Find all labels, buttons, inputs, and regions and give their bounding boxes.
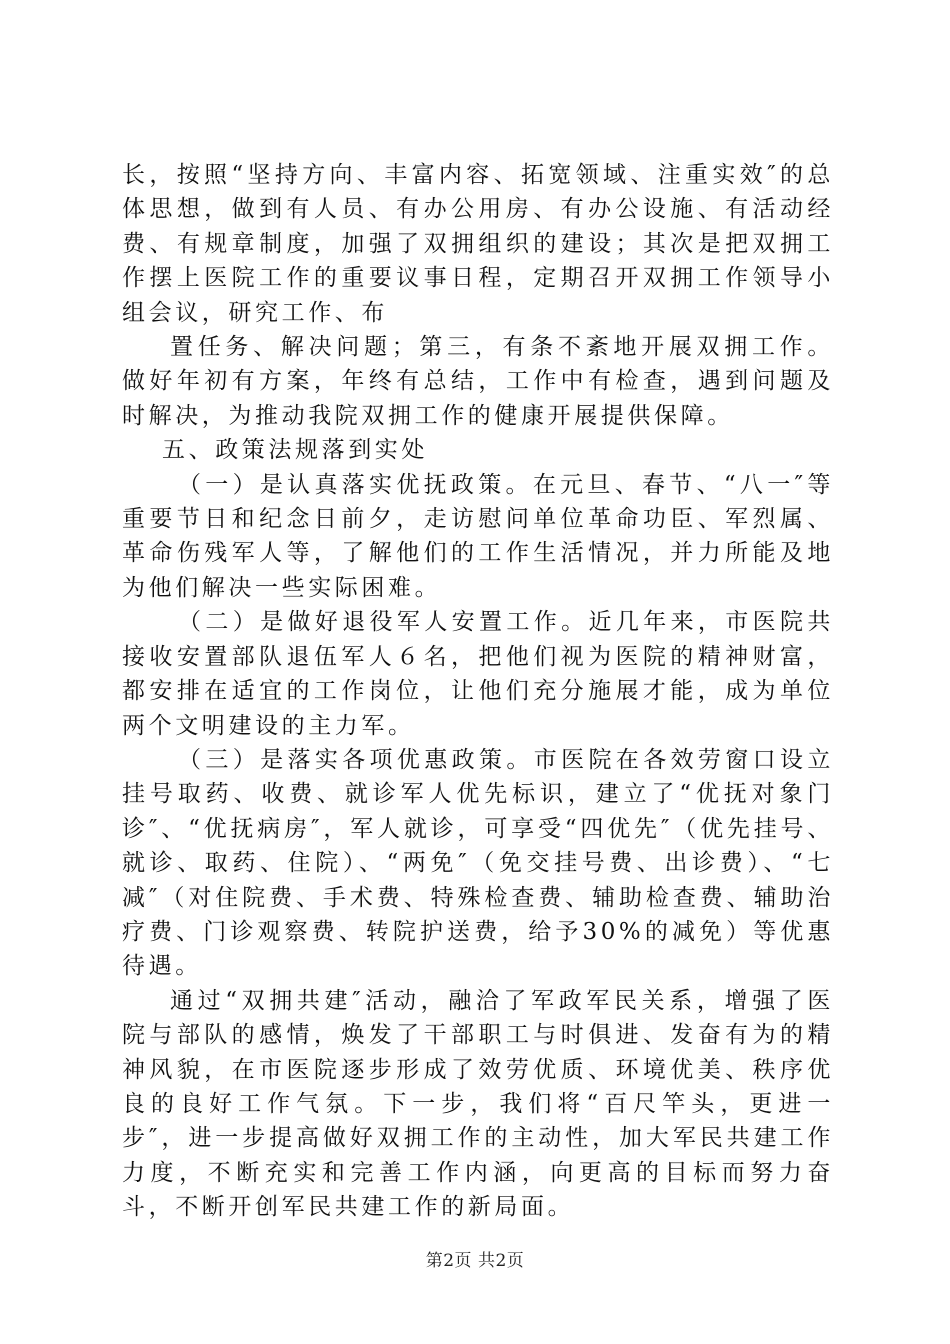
- paragraph-item-2: （二）是做好退役军人安置工作。近几年来，市医院共接收安置部队退伍军人６名，把他们视为医院的精神财富，都安排在适宜的工作岗位，让他们充分施展才能，成为单位两个文明建设的主力军。: [122, 609, 834, 739]
- paragraph-continuation: 长，按照“坚持方向、丰富内容、拓宽领域、注重实效″的总体思想，做到有人员、有办公用房、有办公设施、有活动经费、有规章制度，加强了双拥组织的建设；其次是把双拥工作摆上医院工作的重要议事日程，定期召开双拥工作领导小组会议，研究工作、布: [122, 162, 834, 326]
- paragraph-item-1: （一）是认真落实优抚政策。在元旦、春节、“八一″等重要节日和纪念日前夕，走访慰问单位革命功臣、军烈属、革命伤残军人等，了解他们的工作生活情况，并力所能及地为他们解决一些实际困难。: [122, 471, 834, 601]
- paragraph-conclusion: 通过“双拥共建″活动，融洽了军政军民关系，增强了医院与部队的感情，焕发了干部职工与时俱进、发奋有为的精神风貌，在市医院逐步形成了效劳优质、环境优美、秩序优良的良好工作气氛。下一步，我们将“百尺竿头，更进一步″，进一步提高做好双拥工作的主动性，加大军民共建工作力度，不断充实和完善工作内涵，向更高的目标而努力奋斗，不断开创军民共建工作的新局面。: [122, 987, 834, 1221]
- document-body: [122, 158, 834, 1225]
- paragraph-arrangement: 置任务、解决问题；第三，有条不紊地开展双拥工作。做好年初有方案，年终有总结，工作中有检查，遇到问题及时解决，为推动我院双拥工作的健康开展提供保障。: [122, 334, 834, 429]
- page-footer: 第2页 共2页: [425, 1251, 525, 1271]
- paragraph-item-3: （三）是落实各项优惠政策。市医院在各效劳窗口设立挂号取药、收费、就诊军人优先标识，建立了“优抚对象门诊″、“优抚病房″，军人就诊，可享受“四优先″（优先挂号、就诊、取药、住院）、“两免″（免交挂号费、出诊费）、“七减″（对住院费、手术费、特殊检查费、辅助检查费、辅助治疗费、门诊观察费、转院护送费，给予30%的减免）等优惠待遇。: [122, 746, 834, 980]
- section-heading-policy: 五、政策法规落到实处: [162, 437, 428, 464]
